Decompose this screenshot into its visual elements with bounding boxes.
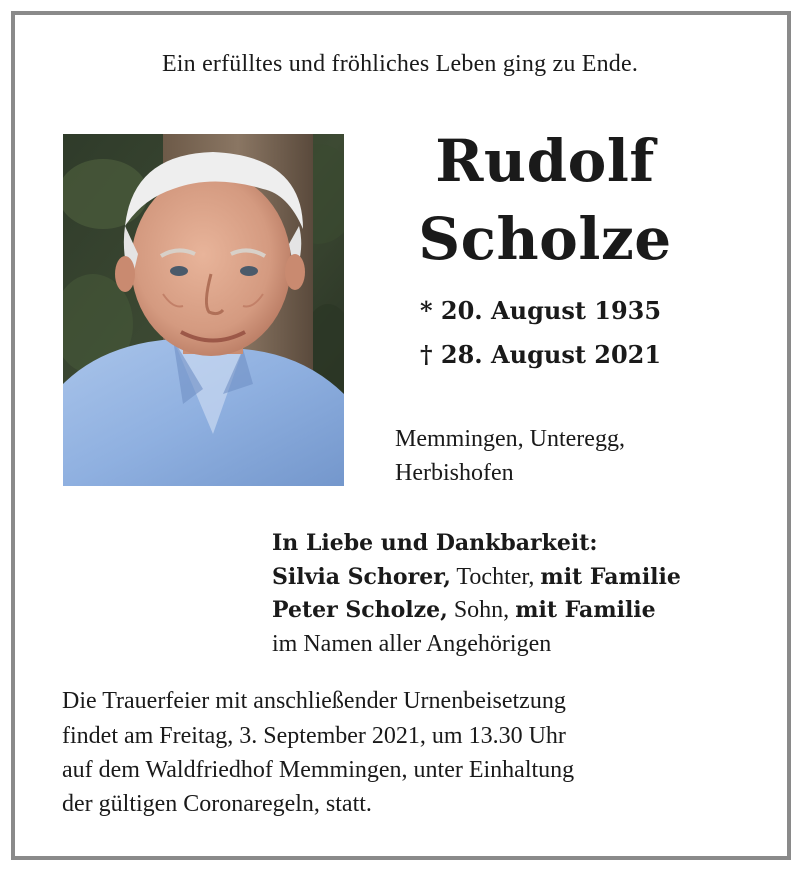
mourner-1-name: Silvia Schorer, bbox=[272, 564, 451, 590]
deceased-first-name: Rudolf bbox=[435, 127, 655, 195]
ceremony-line-4: der gültigen Coronaregeln, statt. bbox=[62, 791, 372, 817]
death-date: † 28. August 2021 bbox=[420, 340, 662, 369]
mourner-2-name: Peter Scholze, bbox=[272, 597, 448, 623]
ceremony-line-1: Die Trauerfeier mit anschließender Urnenbeisetzung bbox=[62, 688, 566, 714]
mourner-2 bbox=[272, 597, 656, 624]
mourner-2-relation: Sohn, bbox=[447, 597, 516, 623]
mourners-heading-text: In Liebe und Dankbarkeit: bbox=[272, 530, 598, 556]
intro-text: Ein erfülltes und fröhliches Leben ging zu Ende. bbox=[161, 51, 639, 77]
birth-date: * 20. August 1935 bbox=[420, 296, 662, 325]
ceremony-line-3: auf dem Waldfriedhof Memmingen, unter Einhaltung bbox=[62, 757, 575, 783]
portrait-photo bbox=[63, 134, 344, 486]
mourners-closing: im Namen aller Angehörigen bbox=[272, 631, 552, 657]
mourner-1 bbox=[272, 564, 681, 591]
places-line-2: Herbishofen bbox=[395, 460, 514, 486]
mourner-1-family: mit Familie bbox=[540, 564, 681, 590]
places-line-1: Memmingen, Unteregg, bbox=[395, 426, 625, 452]
mourners-heading bbox=[272, 530, 598, 557]
ceremony-line-2: findet am Freitag, 3. September 2021, um 13.30 Uhr bbox=[62, 723, 566, 749]
mourner-1-relation: Tochter, bbox=[450, 564, 541, 590]
mourner-2-family: mit Familie bbox=[515, 597, 656, 623]
deceased-last-name: Scholze bbox=[418, 205, 672, 273]
